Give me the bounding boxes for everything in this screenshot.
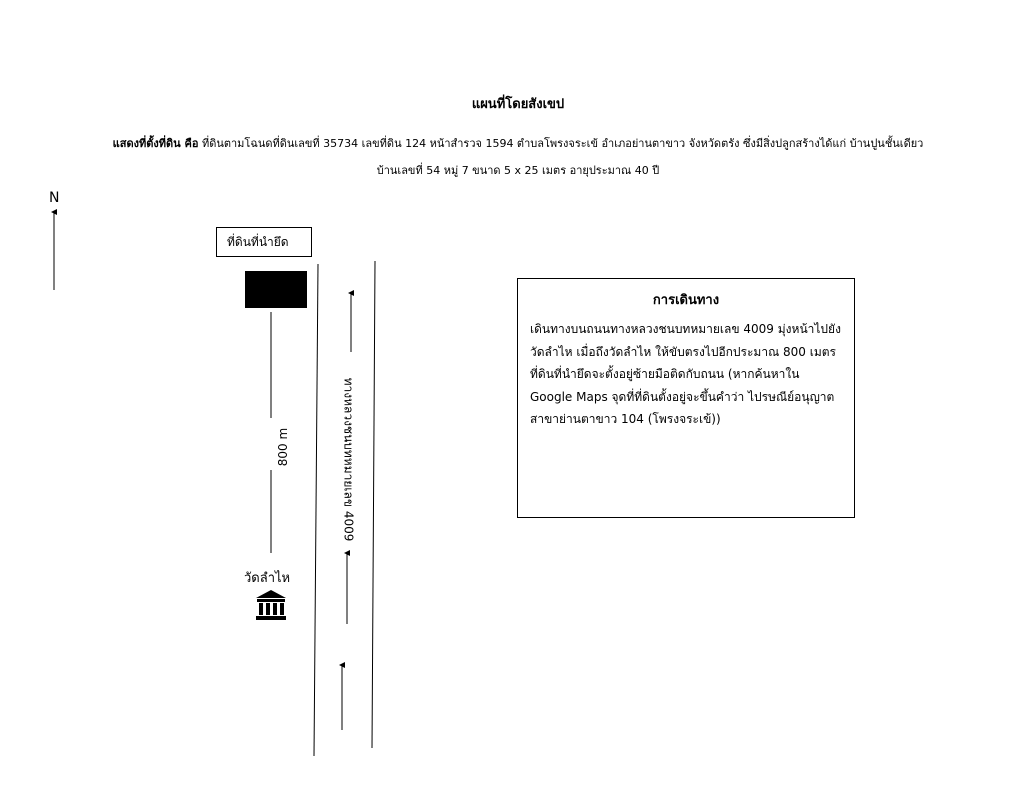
route-description: เดินทางบนถนนทางหลวงชนบทหมายเลข 4009 มุ่งหน้าไปยังวัดลำไห เมื่อถึงวัดลำไห ให้ขับตรงไปอีกประมาณ 800 เมตร ที่ดินที่นำยึดจะตั้งอยู่ซ้ายมือติดกับถนน (หากค้นหาใน Google Maps จุดที่ที่ดินตั้งอยู่จะขึ้นคำว่า ไปรษณีย์อนุญาต สาขาย่านตาขาว 104 (โพรงจระเข้)) [530, 322, 841, 426]
description-line-2: บ้านเลขที่ 54 หมู่ 7 ขนาด 5 x 25 เมตร อายุประมาณ 40 ปี [376, 164, 660, 177]
land-plot-marker [245, 271, 307, 308]
land-label-box [216, 227, 312, 257]
temple-icon [254, 588, 288, 622]
road-edge-left [314, 264, 318, 756]
temple-label: วัดลำไห [244, 571, 291, 586]
description-line-1: ที่ดินตามโฉนดที่ดินเลขที่ 35734 เลขที่ดิน 124 หน้าสำรวจ 1594 ตำบลโพรงจระเข้ อำเภอย่านตาขาว จังหวัดตรัง ซึ่งมีสิ่งปลูกสร้างได้แก่ บ้านปูนชั้นเดียว [201, 137, 924, 150]
distance-label: 800 m [276, 427, 290, 467]
route-title: การเดินทาง [652, 293, 720, 308]
road-label: ทางหลวงชนบทหมายเลข 4009 [341, 377, 356, 542]
land-label: ที่ดินที่นำยึด [227, 235, 289, 249]
north-label: N [49, 190, 60, 206]
page-title: แผนที่โดยสังเขป [471, 97, 565, 112]
road-edge-right [372, 261, 375, 748]
route-info-box [517, 278, 855, 518]
description-lead: แสดงที่ตั้งที่ดิน คือ [112, 137, 199, 150]
